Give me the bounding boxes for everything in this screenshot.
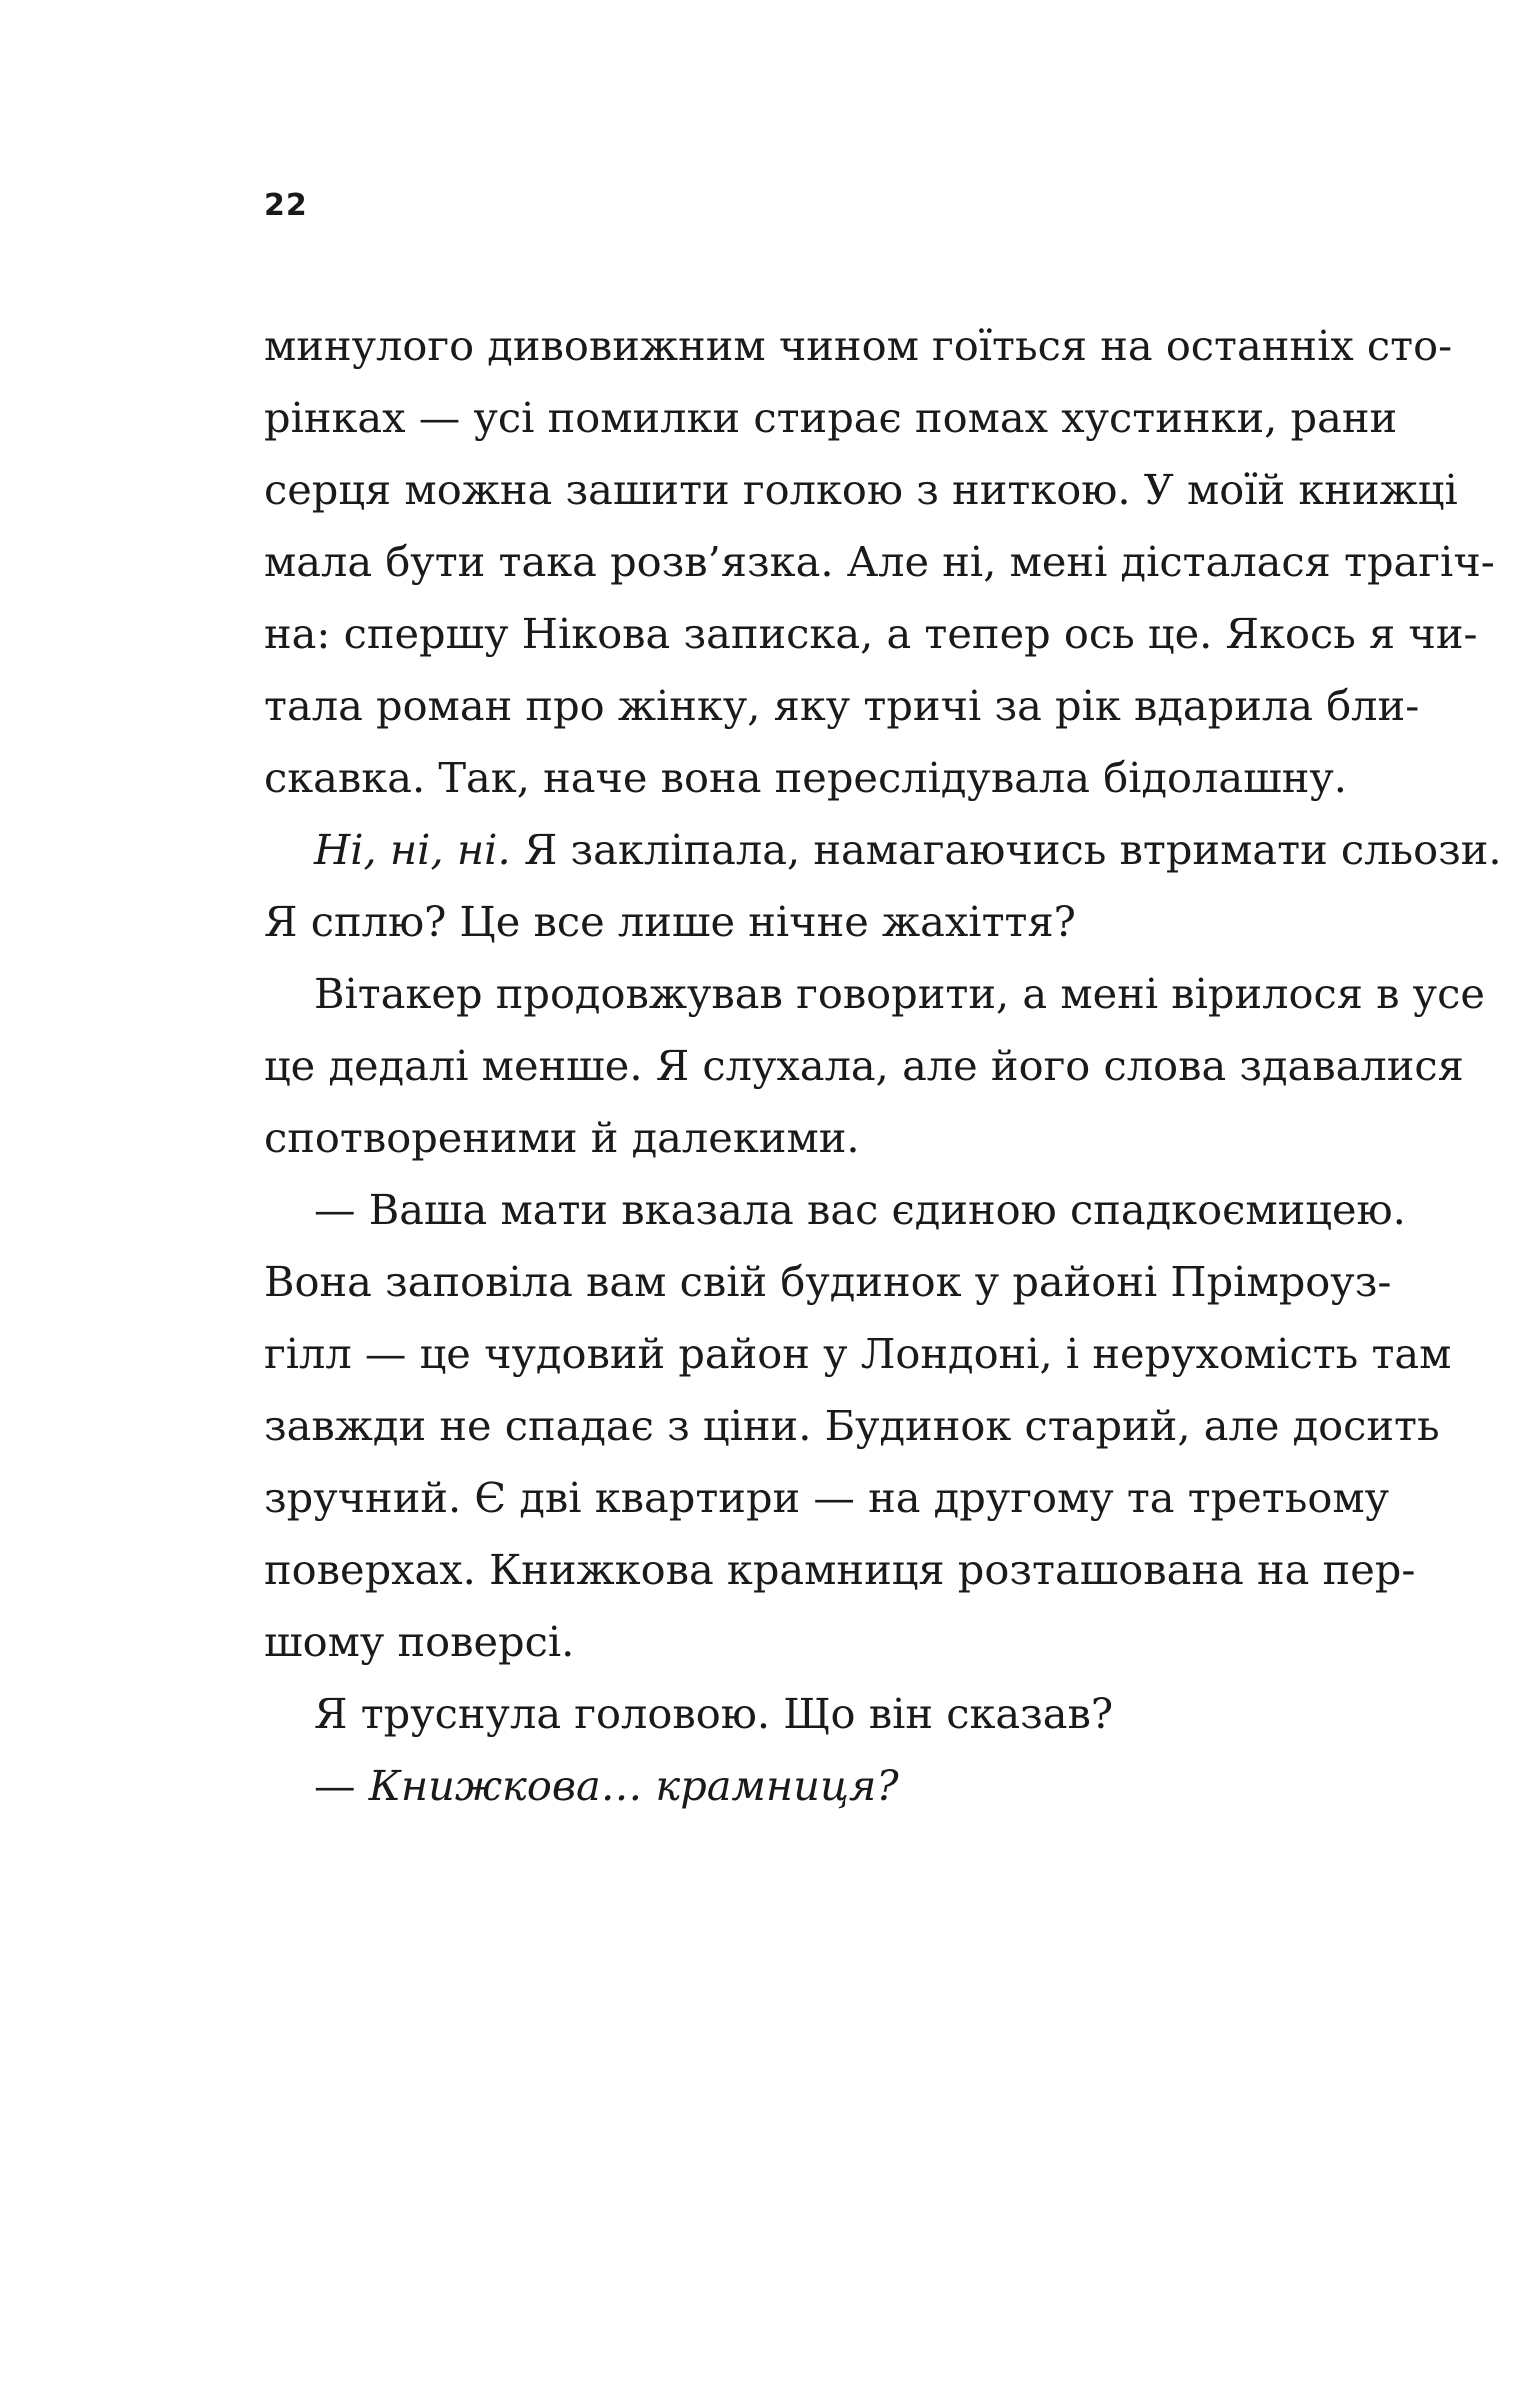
italic-dialogue: Книжкова… крамниця?	[368, 1761, 899, 1810]
dialogue-dash: —	[314, 1761, 369, 1810]
paragraph-2	[264, 814, 1502, 958]
body-text	[264, 310, 1502, 1822]
text-line: поверхах. Книжкова крамниця розташована на пер-	[264, 1545, 1416, 1594]
paragraph-5	[264, 1678, 1350, 1750]
paragraph-1	[264, 310, 1495, 814]
text-line: завжди не спадає з ціни. Будинок старий, але досить	[264, 1401, 1440, 1450]
page-number: 22	[264, 188, 308, 223]
text-line: Вона заповіла вам свій будинок у районі Прімроуз-	[264, 1257, 1392, 1306]
paragraph-6	[264, 1750, 1350, 1822]
text-span: Я закліпала, намагаючись втримати сльози.	[510, 825, 1502, 874]
text-line: на: спершу Нікова записка, а тепер ось це. Якось я чи-	[264, 609, 1478, 658]
text-line: Я сплю? Це все лише нічне жахіття?	[264, 897, 1076, 946]
text-line: — Ваша мати вказала вас єдиною спадкоємицею.	[314, 1185, 1406, 1234]
text-line: шому поверсі.	[264, 1617, 575, 1666]
text-line: серця можна зашити голкою з ниткою. У моїй книжці	[264, 465, 1458, 514]
text-line: зручний. Є дві квартири — на другому та третьому	[264, 1473, 1390, 1522]
paragraph-3	[264, 958, 1485, 1174]
italic-thought: Ні, ні, ні.	[314, 825, 511, 874]
text-line: мала бути така розв’язка. Але ні, мені дісталася трагіч-	[264, 537, 1495, 586]
text-line: скавка. Так, наче вона переслідувала бідолашну.	[264, 753, 1347, 802]
text-line: рінках — усі помилки стирає помах хустинки, рани	[264, 393, 1398, 442]
text-line	[264, 814, 1502, 886]
paragraph-4	[264, 1174, 1452, 1678]
text-line: минулого дивовижним чином гоїться на останніх сто-	[264, 321, 1453, 370]
text-line	[264, 1750, 1350, 1822]
text-line: гілл — це чудовий район у Лондоні, і нерухомість там	[264, 1329, 1452, 1378]
text-line: Я труснула головою. Що він сказав?	[314, 1689, 1114, 1738]
text-line: Вітакер продовжував говорити, а мені вірилося в усе	[314, 969, 1485, 1018]
text-line: це дедалі менше. Я слухала, але його слова здавалися	[264, 1041, 1464, 1090]
text-line: тала роман про жінку, яку тричі за рік вдарила бли-	[264, 681, 1420, 730]
text-line: спотвореними й далекими.	[264, 1113, 860, 1162]
